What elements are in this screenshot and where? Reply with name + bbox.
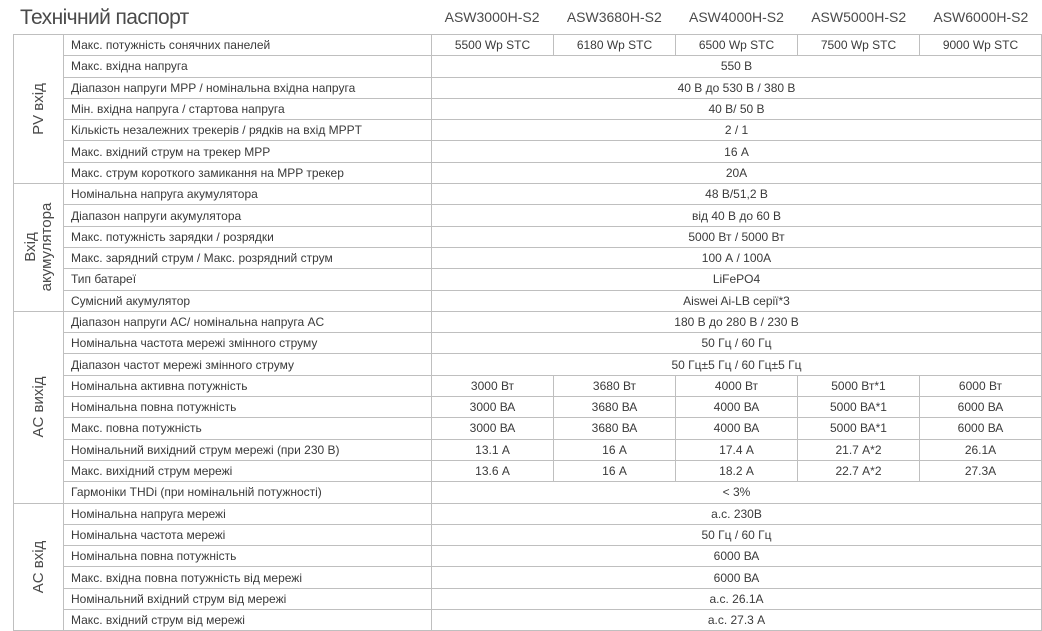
- table-row: [14, 354, 1042, 375]
- table-row: [14, 460, 1042, 481]
- model-label: ASW3680H-S2: [566, 9, 662, 25]
- group-label-line: AC вихід: [29, 376, 47, 438]
- param-label: Гармоніки THDi (при номінальній потужності): [64, 482, 432, 503]
- value-cell: 16 А: [554, 439, 676, 460]
- param-label: Номінальна активна потужність: [64, 375, 432, 396]
- value-cell: 21.7 А*2: [798, 439, 920, 460]
- value-cell: 4000 ВА: [676, 397, 798, 418]
- group-label: [31, 541, 47, 594]
- param-label: Номінальна частота мережі: [64, 524, 432, 545]
- table-row: [14, 588, 1042, 609]
- value-cell: 3680 Вт: [554, 375, 676, 396]
- value-cell: 100 А / 100А: [432, 247, 1042, 268]
- model-label: ASW4000H-S2: [689, 9, 784, 25]
- table-row: [14, 524, 1042, 545]
- model-label: ASW6000H-S2: [933, 9, 1029, 25]
- param-label: Номінальний вхідний струм від мережі: [64, 588, 432, 609]
- value-cell: 40 В/ 50 В: [432, 98, 1042, 119]
- value-cell: 27.3А: [920, 460, 1042, 481]
- value-cell: 3000 ВА: [432, 418, 554, 439]
- group-label-cell: [14, 184, 64, 312]
- spec-table: [13, 34, 1042, 631]
- group-label-line: AC вхід: [29, 540, 47, 594]
- value-cell: 48 В/51,2 В: [432, 184, 1042, 205]
- value-cell: 16 А: [554, 460, 676, 481]
- model-label: ASW5000H-S2: [811, 9, 907, 25]
- table-row: [14, 162, 1042, 183]
- param-label: Макс. вихідний струм мережі: [64, 460, 432, 481]
- param-label: Макс. потужність зарядки / розрядки: [64, 226, 432, 247]
- value-cell: 5000 ВА*1: [798, 418, 920, 439]
- value-cell: 50 Гц±5 Гц / 60 Гц±5 Гц: [432, 354, 1042, 375]
- value-cell: 6000 ВА: [432, 546, 1042, 567]
- value-cell: Aiswei Ai-LB серії*3: [432, 290, 1042, 311]
- param-label: Макс. струм короткого замикання на MPP трекер: [64, 162, 432, 183]
- value-cell: 2 / 1: [432, 120, 1042, 141]
- value-cell: a.c. 27.3 А: [432, 610, 1042, 631]
- table-row: [14, 247, 1042, 268]
- value-cell: 16 А: [432, 141, 1042, 162]
- value-cell: 6500 Wp STC: [676, 35, 798, 56]
- value-cell: 6000 Вт: [920, 375, 1042, 396]
- value-cell: 5000 ВА*1: [798, 397, 920, 418]
- table-row: [14, 290, 1042, 311]
- value-cell: 3000 ВА: [432, 397, 554, 418]
- value-cell: 22.7 А*2: [798, 460, 920, 481]
- group-label-line: акумулятора: [37, 203, 55, 292]
- value-cell: 20А: [432, 162, 1042, 183]
- value-cell: LiFePO4: [432, 269, 1042, 290]
- param-label: Макс. вхідний струм на трекер MPP: [64, 141, 432, 162]
- value-cell: 6000 ВА: [920, 418, 1042, 439]
- value-cell: 18.2 А: [676, 460, 798, 481]
- param-label: Макс. потужність сонячних панелей: [64, 35, 432, 56]
- value-cell: < 3%: [432, 482, 1042, 503]
- value-cell: 5500 Wp STC: [432, 35, 554, 56]
- value-cell: 9000 Wp STC: [920, 35, 1042, 56]
- table-row: [14, 333, 1042, 354]
- model-header: [431, 9, 1042, 29]
- model-label: ASW3000H-S2: [444, 9, 540, 25]
- value-cell: 6000 ВА: [432, 567, 1042, 588]
- table-row: [14, 35, 1042, 56]
- group-label-line: PV вхід: [29, 83, 47, 135]
- param-label: Номінальна частота мережі змінного струму: [64, 333, 432, 354]
- table-row: [14, 184, 1042, 205]
- param-label: Номінальна напруга мережі: [64, 503, 432, 524]
- table-row: [14, 418, 1042, 439]
- group-label-cell: [14, 503, 64, 631]
- param-label: Макс. вхідна напруга: [64, 56, 432, 77]
- param-label: Тип батареї: [64, 269, 432, 290]
- value-cell: 6180 Wp STC: [554, 35, 676, 56]
- group-label-cell: [14, 35, 64, 184]
- table-row: [14, 397, 1042, 418]
- table-row: [14, 610, 1042, 631]
- table-row: [14, 269, 1042, 290]
- value-cell: 5000 Вт*1: [798, 375, 920, 396]
- page-title: Технічний паспорт: [20, 6, 189, 29]
- group-label: [31, 83, 47, 135]
- param-label: Сумісний акумулятор: [64, 290, 432, 311]
- param-label: Макс. вхідний струм від мережі: [64, 610, 432, 631]
- param-label: Діапазон напруги AC/ номінальна напруга AC: [64, 311, 432, 332]
- param-label: Номінальна повна потужність: [64, 397, 432, 418]
- value-cell: 6000 ВА: [920, 397, 1042, 418]
- param-label: Діапазон напруги MPP / номінальна вхідна напруга: [64, 77, 432, 98]
- value-cell: 4000 Вт: [676, 375, 798, 396]
- table-row: [14, 56, 1042, 77]
- value-cell: 4000 ВА: [676, 418, 798, 439]
- param-label: Діапазон напруги акумулятора: [64, 205, 432, 226]
- value-cell: 17.4 А: [676, 439, 798, 460]
- table-row: [14, 77, 1042, 98]
- value-cell: 50 Гц / 60 Гц: [432, 333, 1042, 354]
- value-cell: 3680 ВА: [554, 397, 676, 418]
- value-cell: 13.6 А: [432, 460, 554, 481]
- value-cell: 3000 Вт: [432, 375, 554, 396]
- table-row: [14, 546, 1042, 567]
- param-label: Номінальний вихідний струм мережі (при 230 В): [64, 439, 432, 460]
- group-label: [23, 203, 55, 292]
- value-cell: від 40 В до 60 В: [432, 205, 1042, 226]
- value-cell: a.c. 26.1А: [432, 588, 1042, 609]
- value-cell: 180 В до 280 В / 230 В: [432, 311, 1042, 332]
- group-label-cell: [14, 311, 64, 503]
- table-row: [14, 141, 1042, 162]
- param-label: Мін. вхідна напруга / стартова напруга: [64, 98, 432, 119]
- value-cell: 13.1 А: [432, 439, 554, 460]
- param-label: Кількість незалежних трекерів / рядків на вхід MPPT: [64, 120, 432, 141]
- param-label: Макс. вхідна повна потужність від мережі: [64, 567, 432, 588]
- value-cell: 550 В: [432, 56, 1042, 77]
- table-row: [14, 98, 1042, 119]
- value-cell: а.с. 230В: [432, 503, 1042, 524]
- param-label: Номінальна повна потужність: [64, 546, 432, 567]
- group-label: [31, 377, 47, 438]
- value-cell: 26.1А: [920, 439, 1042, 460]
- param-label: Номінальна напруга акумулятора: [64, 184, 432, 205]
- param-label: Макс. зарядний струм / Макс. розрядний струм: [64, 247, 432, 268]
- table-row: [14, 503, 1042, 524]
- table-row: [14, 226, 1042, 247]
- value-cell: 5000 Вт / 5000 Вт: [432, 226, 1042, 247]
- group-label-line: Вхід: [21, 232, 39, 263]
- table-row: [14, 482, 1042, 503]
- value-cell: 3680 ВА: [554, 418, 676, 439]
- table-row: [14, 205, 1042, 226]
- table-row: [14, 439, 1042, 460]
- table-row: [14, 375, 1042, 396]
- value-cell: 50 Гц / 60 Гц: [432, 524, 1042, 545]
- table-row: [14, 567, 1042, 588]
- param-label: Макс. повна потужність: [64, 418, 432, 439]
- value-cell: 40 В до 530 В / 380 В: [432, 77, 1042, 98]
- table-row: [14, 311, 1042, 332]
- table-row: [14, 120, 1042, 141]
- value-cell: 7500 Wp STC: [798, 35, 920, 56]
- param-label: Діапазон частот мережі змінного струму: [64, 354, 432, 375]
